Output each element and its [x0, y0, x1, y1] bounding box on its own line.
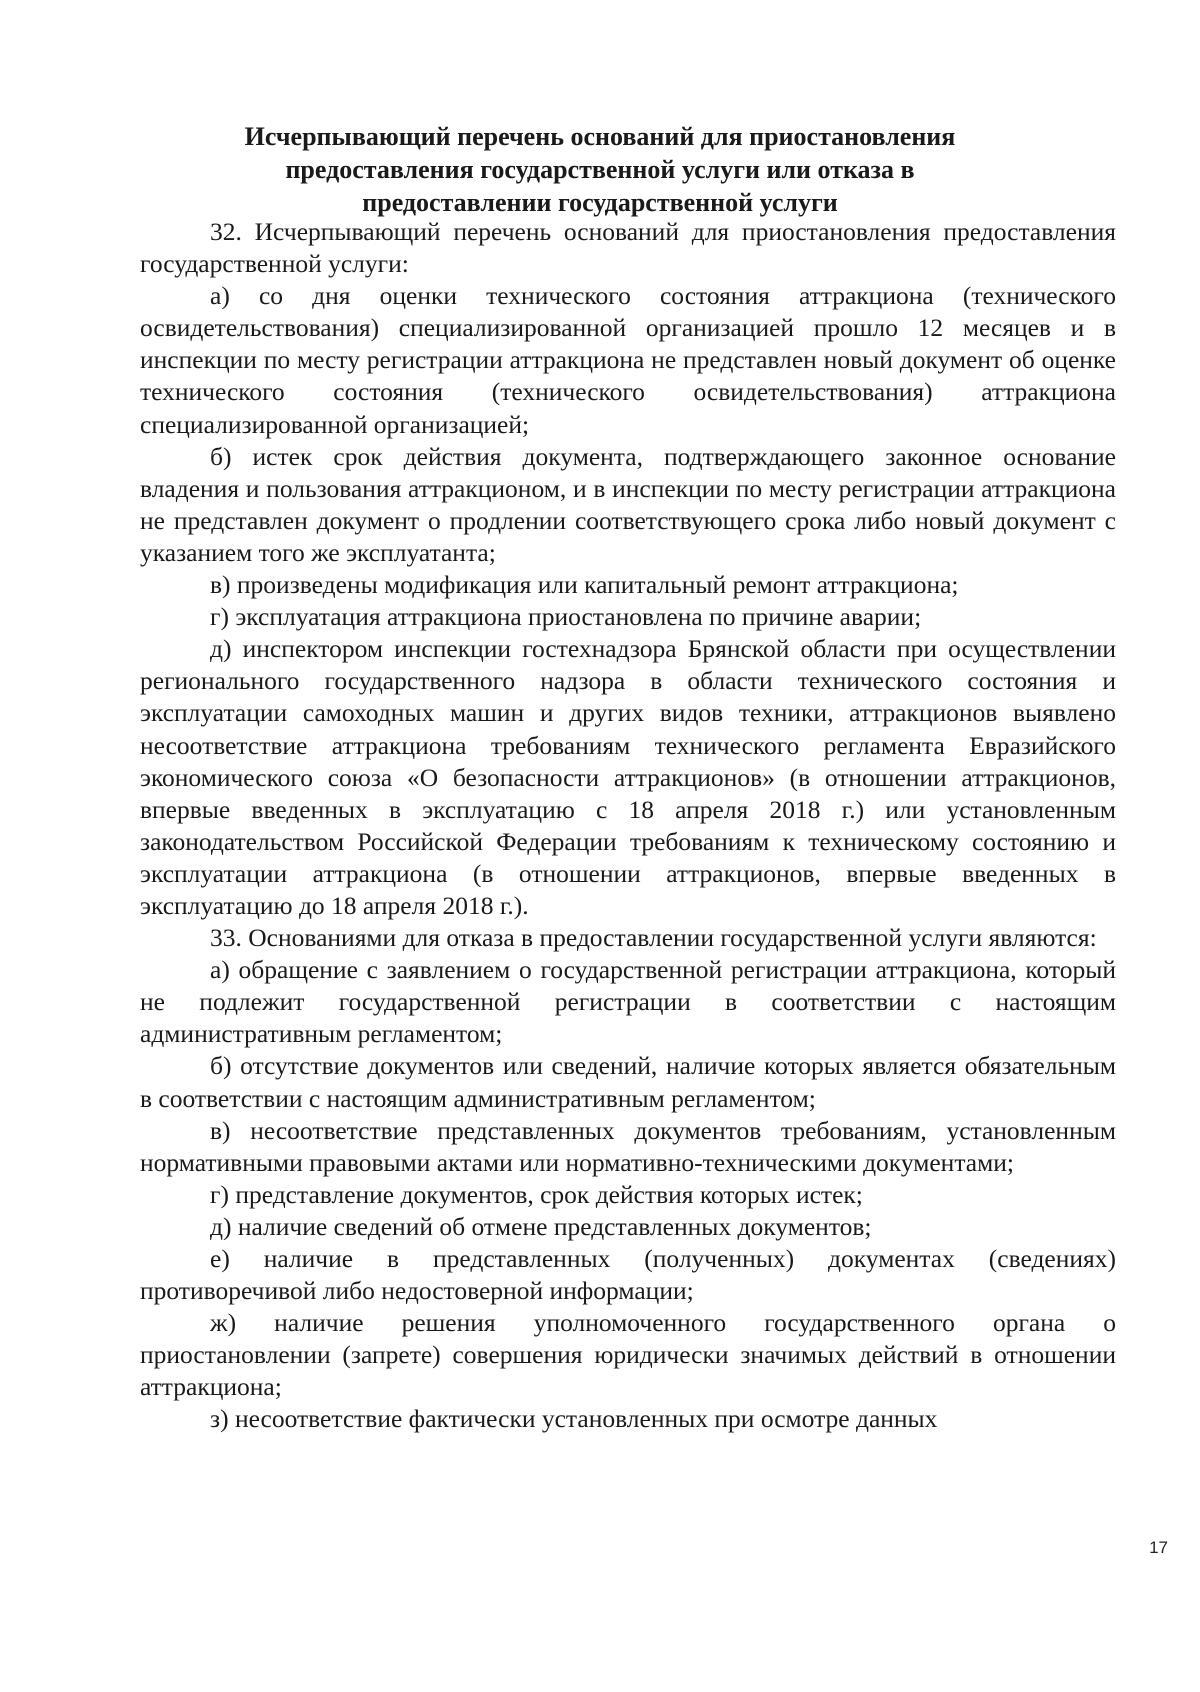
paragraph-32-g: г) эксплуатация аттракциона приостановлена по причине аварии;: [210, 602, 922, 632]
paragraph-32-b: б) истек срок действия документа, подтверждающего законное основание владения и пользования аттракционом, и в инспекции по месту регистрации аттракциона не представлен документ о продлении соответствующего срока либо новый документ с указанием того же эксплуатанта;: [140, 441, 1116, 567]
paragraph-33-a: а) обращение с заявлением о государственной регистрации аттракциона, который не подлежит государственной регистрации в соответствии с настоящим административным регламентом;: [140, 955, 1116, 1049]
paragraph-33-b: б) отсутствие документов или сведений, наличие которых является обязательным в соответствии с настоящим административным регламентом;: [140, 1051, 1116, 1113]
paragraph-32-a: а) со дня оценки технического состояния аттракциона (технического освидетельствования) специализированной организацией прошло 12 месяцев и в инспекции по месту регистрации аттракциона не представлен новый документ об оценке технического состояния (технического освидетельствования) аттракциона специализированной организацией;: [140, 281, 1116, 439]
paragraph-33-z: з) несоответствие фактически установленных при осмотре данных: [210, 1404, 938, 1434]
paragraph-33-d: д) наличие сведений об отмене представленных документов;: [210, 1211, 872, 1241]
heading-line: Исчерпывающий перечень оснований для приостановления: [244, 122, 956, 151]
paragraph-33-e: е) наличие в представленных (полученных) документах (сведениях) противоречивой либо недостоверной информации;: [140, 1244, 1116, 1306]
paragraph-32-v: в) произведены модификация или капитальный ремонт аттракциона;: [210, 570, 959, 600]
paragraph-32-d: д) инспектором инспекции гостехнадзора Брянской области при осуществлении регионального государственного надзора в области технического состояния и эксплуатации самоходных машин и других видов техники, аттракционов выявлено несоответствие аттракциона требованиям технического регламента Евразийского экономического союза «О безопасности аттракционов» (в отношении аттракционов, впервые введенных в эксплуатацию с 18 апреля 2018 г.) или установленным законодательством Российской Федерации требованиям к техническому состоянию и эксплуатации аттракциона (в отношении аттракционов, впервые введенных в эксплуатацию до 18 апреля 2018 г.).: [140, 634, 1116, 920]
paragraph-33-v: в) несоответствие представленных документов требованиям, установленным нормативными правовыми актами или нормативно-техническими документами;: [140, 1115, 1116, 1177]
heading-line: предоставлении государственной услуги: [362, 188, 838, 217]
section-heading: [160, 120, 1040, 219]
paragraph-33-intro: 33. Основаниями для отказа в предоставлении государственной услуги являются:: [210, 923, 1097, 953]
heading-line: предоставления государственной услуги или отказа в: [285, 155, 915, 184]
body-text: [140, 216, 1116, 1436]
paragraph-33-g: г) представление документов, срок действия которых истек;: [210, 1179, 863, 1209]
paragraph-33-zh: ж) наличие решения уполномоченного государственного органа о приостановлении (запрете) совершения юридически значимых действий в отношении аттракциона;: [140, 1308, 1116, 1402]
paragraph-32-intro: 32. Исчерпывающий перечень оснований для приостановления предоставления государственной услуги:: [140, 217, 1116, 279]
page-number: 17: [1149, 1538, 1168, 1557]
